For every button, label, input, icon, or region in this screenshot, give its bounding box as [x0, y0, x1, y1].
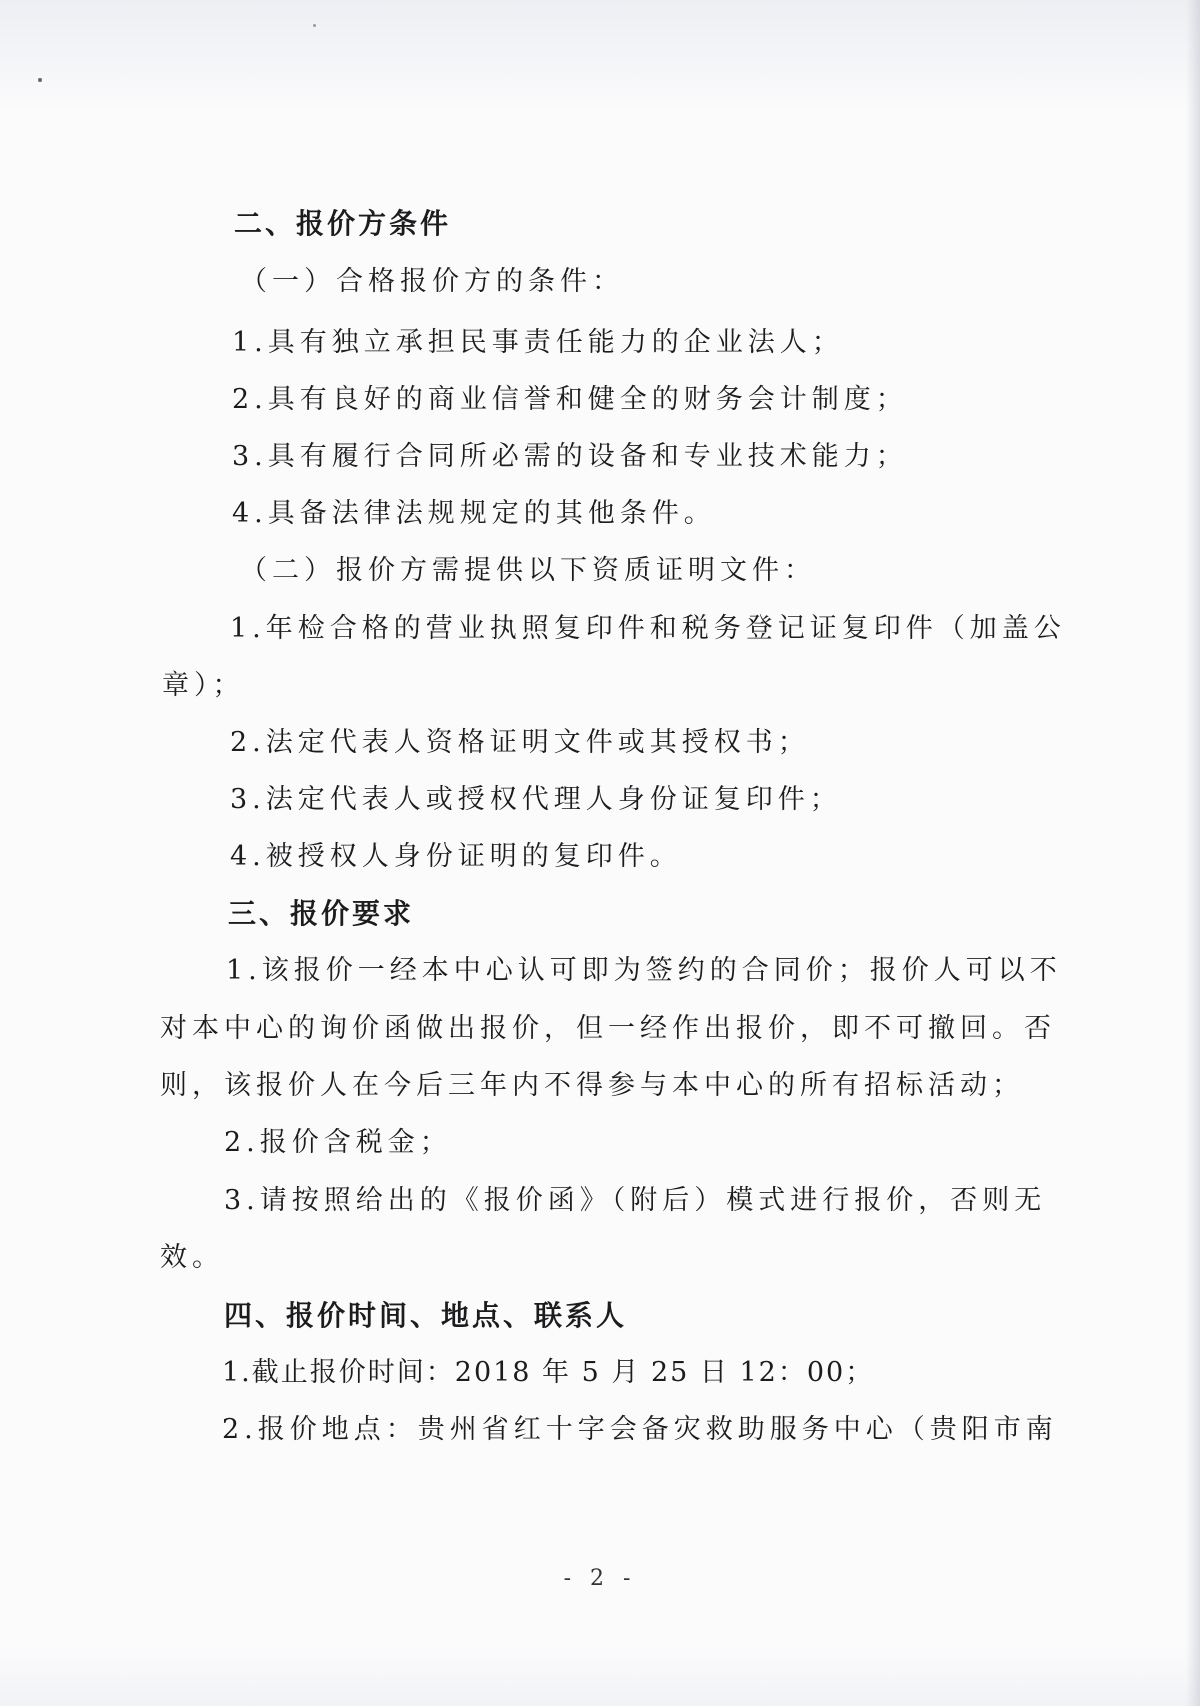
section-3-item-1-line-3: 则，该报价人在今后三年内不得参与本中心的所有招标活动；	[160, 1070, 1024, 1101]
section-3-item-3-line-2: 效。	[160, 1242, 224, 1273]
scan-shadow-right	[1186, 0, 1200, 1706]
scan-speck	[38, 78, 42, 82]
section-2-sub-2-item-1-line-2: 章）；	[162, 670, 245, 701]
section-2-sub-2-item-4: 4.被授权人身份证明的复印件。	[230, 841, 682, 872]
section-4-item-2: 2.报价地点：贵州省红十字会备灾救助服务中心（贵阳市南	[222, 1414, 1058, 1445]
scan-speck	[313, 24, 316, 27]
section-2-sub-2-item-3: 3.法定代表人或授权代理人身份证复印件；	[230, 784, 842, 815]
section-2-sub-1-item-1: 1.具有独立承担民事责任能力的企业法人；	[232, 327, 844, 358]
section-2-sub-2-title: （二）报价方需提供以下资质证明文件：	[240, 555, 816, 586]
section-2-sub-1-item-3: 3.具有履行合同所必需的设备和专业技术能力；	[232, 441, 908, 472]
scan-shadow-bottom	[0, 1646, 1200, 1706]
section-2-sub-1-title: （一）合格报价方的条件：	[240, 266, 624, 297]
section-3-heading: 三、报价要求	[228, 897, 415, 930]
section-3-item-1-line-2: 对本中心的询价函做出报价，但一经作出报价，即不可撤回。否	[160, 1013, 1056, 1044]
section-3-item-1-line-1: 1.该报价一经本中心认可即为签约的合同价；报价人可以不	[226, 955, 1062, 986]
section-3-item-2: 2.报价含税金；	[224, 1127, 452, 1158]
section-4-item-1: 1.截止报价时间：2018 年 5 月 25 日 12：00；	[222, 1357, 875, 1388]
section-2-heading: 二、报价方条件	[234, 207, 452, 240]
section-2-sub-1-item-4: 4.具备法律法规规定的其他条件。	[232, 498, 716, 529]
section-2-sub-2-item-2: 2.法定代表人资格证明文件或其授权书；	[230, 727, 810, 758]
section-3-item-3-line-1: 3.请按照给出的《报价函》（附后）模式进行报价，否则无	[224, 1185, 1047, 1216]
section-4-heading: 四、报价时间、地点、联系人	[224, 1299, 628, 1332]
section-2-sub-1-item-2: 2.具有良好的商业信誉和健全的财务会计制度；	[232, 384, 908, 415]
page-number: - 2 -	[563, 1566, 637, 1591]
scan-shadow-top	[0, 0, 1200, 110]
section-2-sub-2-item-1-line-1: 1.年检合格的营业执照复印件和税务登记证复印件（加盖公	[230, 613, 1066, 644]
